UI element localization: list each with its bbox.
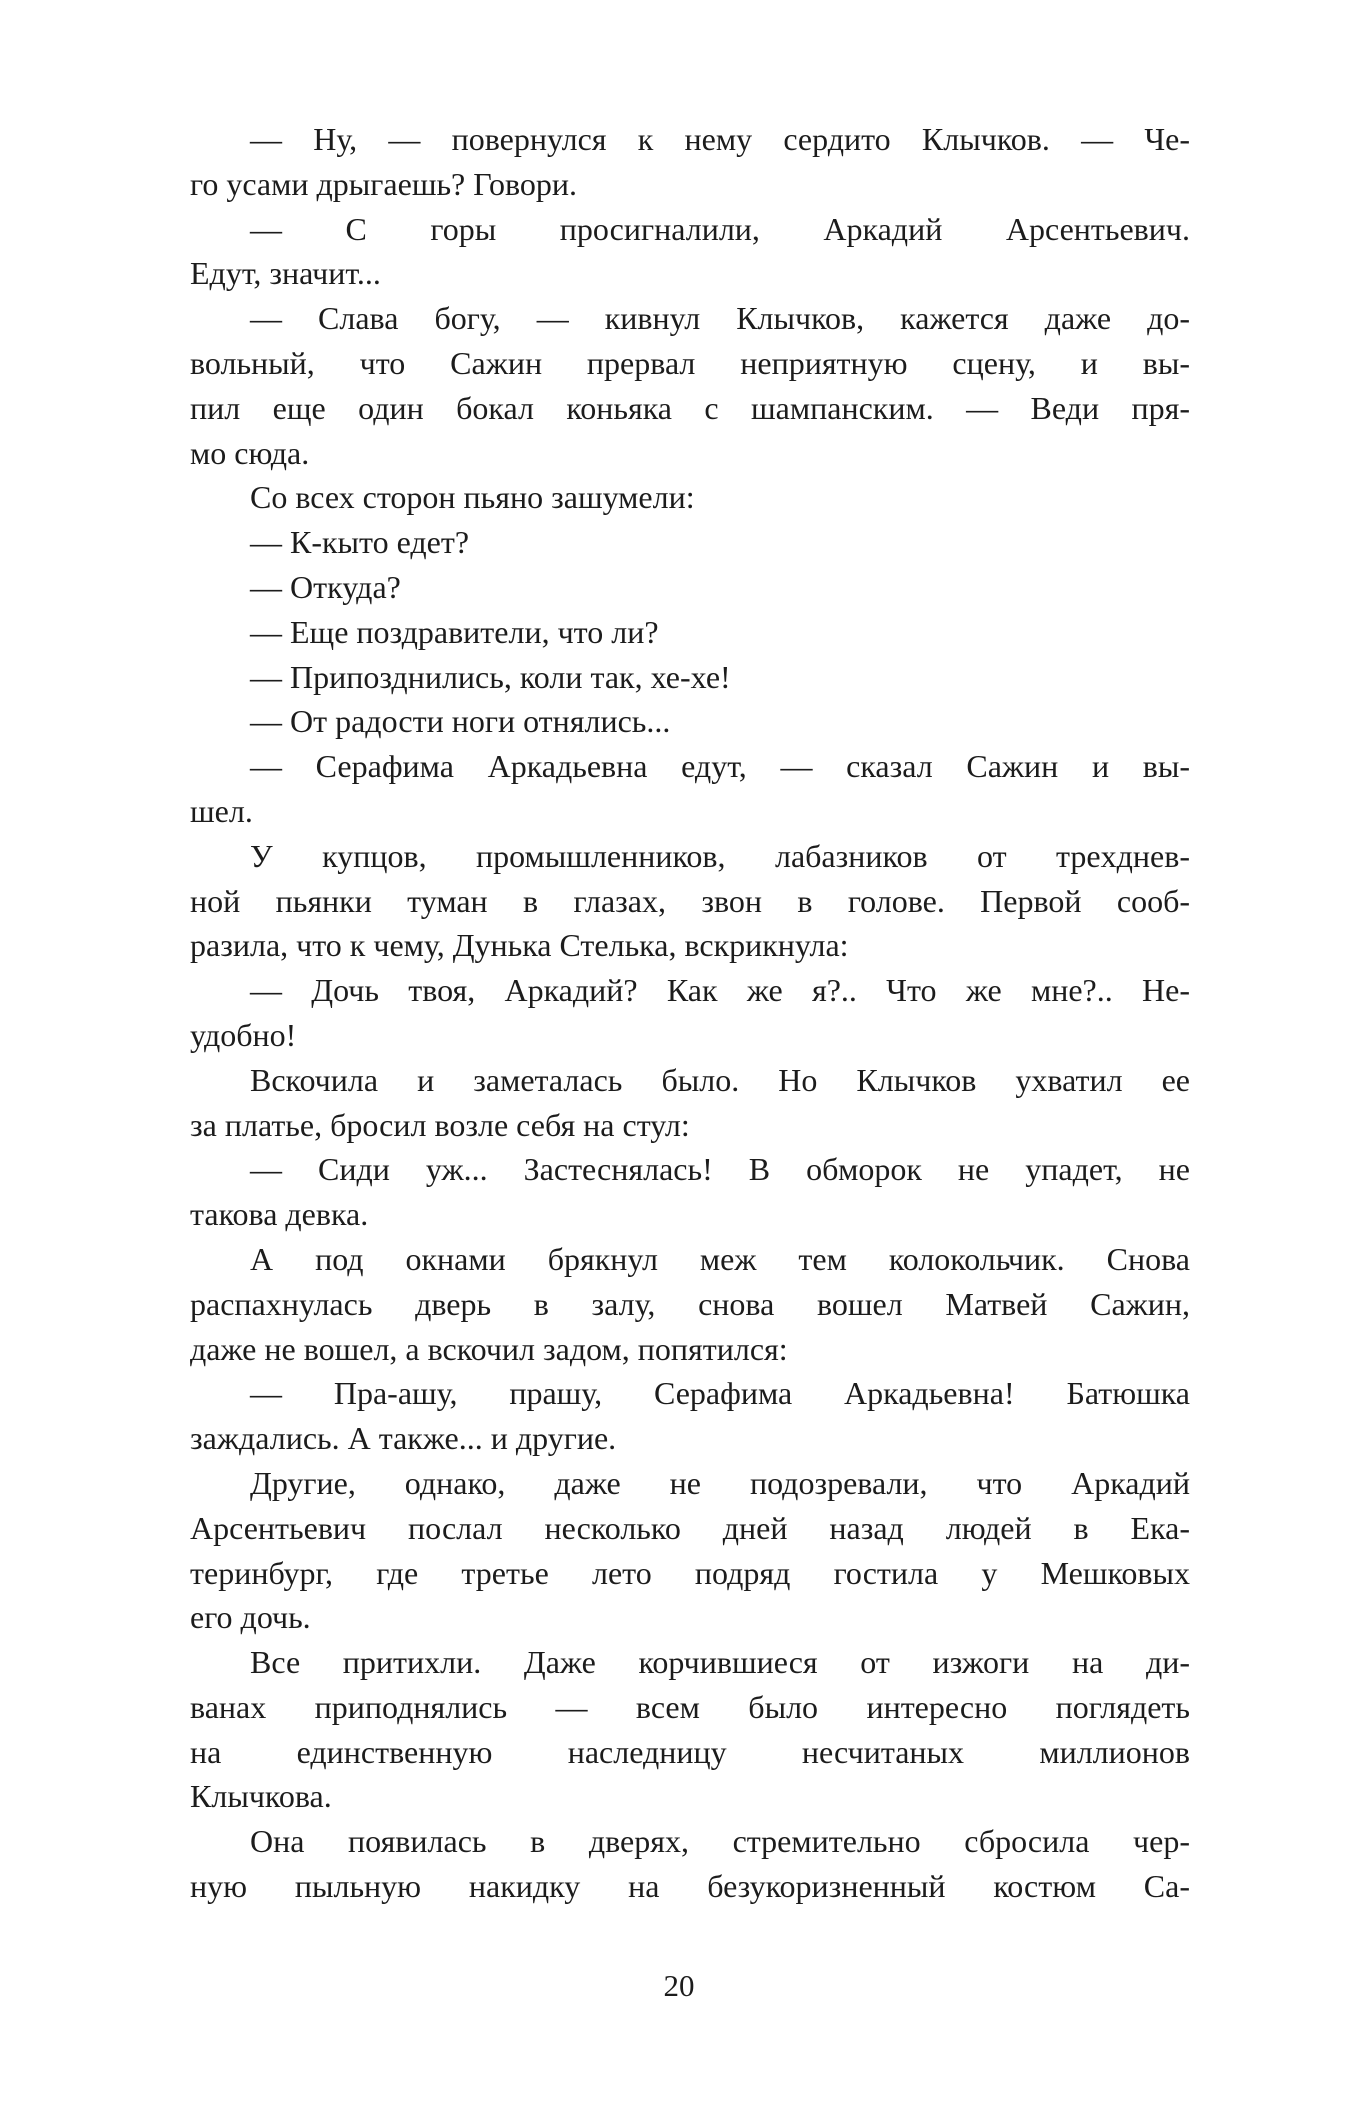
text-line: Едут, значит... — [190, 255, 381, 292]
page-number: 20 — [663, 1968, 695, 2003]
text-line: Клычкова. — [190, 1778, 332, 1815]
text-line: даже не вошел, а вскочил задом, попятился: — [190, 1330, 788, 1367]
text-line: удобно! — [190, 1016, 297, 1053]
text-line: — Пра-ашу, прашу, Серафима Аркадьевна! Батюшка — [250, 1375, 1190, 1412]
text-line: ной пьянки туман в глазах, звон в голове. Первой сооб- — [190, 882, 1190, 919]
text-line: за платье, бросил возле себя на стул: — [190, 1106, 690, 1143]
text-line: такова девка. — [190, 1196, 369, 1233]
text-line: Все притихли. Даже корчившиеся от изжоги на ди- — [250, 1644, 1190, 1681]
text-line: Другие, однако, даже не подозревали, что Аркадий — [250, 1464, 1190, 1501]
text-line: — Откуда? — [250, 568, 401, 605]
text-line: теринбург, где третье лето подряд гостила у Мешковых — [190, 1554, 1190, 1591]
text-line: Со всех сторон пьяно зашумели: — [250, 479, 695, 516]
text-line: — Слава богу, — кивнул Клычков, кажется даже до- — [250, 300, 1190, 337]
text-line: — К-кыто едет? — [250, 524, 470, 561]
text-line: вольный, что Сажин прервал неприятную сцену, и вы- — [190, 344, 1190, 381]
text-line: — Еще поздравители, что ли? — [250, 613, 659, 650]
text-line: — Серафима Аркадьевна едут, — сказал Сажин и вы- — [250, 748, 1190, 785]
text-line: его дочь. — [190, 1599, 311, 1636]
text-line: — Дочь твоя, Аркадий? Как же я?.. Что же мне?.. Не- — [250, 972, 1190, 1009]
text-line: шел. — [190, 792, 253, 829]
text-line: ную пыльную накидку на безукоризненный костюм Са- — [190, 1868, 1190, 1905]
text-line: — Ну, — повернулся к нему сердито Клычков. — Че- — [250, 121, 1190, 157]
body-text — [190, 117, 1190, 1909]
text-line: Арсентьевич послал несколько дней назад людей в Ека- — [190, 1509, 1190, 1546]
text-line: распахнулась дверь в залу, снова вошел Матвей Сажин, — [190, 1285, 1190, 1322]
text-line: У купцов, промышленников, лабазников от треxднев- — [250, 837, 1190, 874]
text-line: на единственную наследницу несчитаных миллионов — [190, 1733, 1190, 1770]
text-line: пил еще один бокал коньяка с шампанским. — Веди пря- — [190, 389, 1190, 426]
text-line: — С горы просигналили, Аркадий Арсентьевич. — [250, 210, 1190, 247]
text-line: го усами дрыгаешь? Говори. — [190, 165, 577, 202]
text-line: Вскочила и заметалась было. Но Клычков ухватил ее — [250, 1061, 1190, 1098]
text-line: ванах приподнялись — всем было интересно поглядеть — [190, 1688, 1190, 1725]
text-line: — Сиди уж... Застеснялась! В обморок не упадет, не — [250, 1151, 1190, 1188]
text-line: разила, что к чему, Дунька Стелька, вскрикнула: — [190, 927, 849, 964]
text-line: мо сюда. — [190, 434, 310, 471]
text-line: А под окнами брякнул меж тем колокольчик. Снова — [250, 1240, 1190, 1277]
text-line: — Припозднились, коли так, хе-хе! — [250, 658, 731, 695]
text-line: Она появилась в дверях, стремительно сбросила чер- — [250, 1823, 1190, 1860]
text-line: — От радости ноги отнялись... — [250, 703, 671, 740]
text-line: заждались. А также... и другие. — [190, 1420, 617, 1457]
